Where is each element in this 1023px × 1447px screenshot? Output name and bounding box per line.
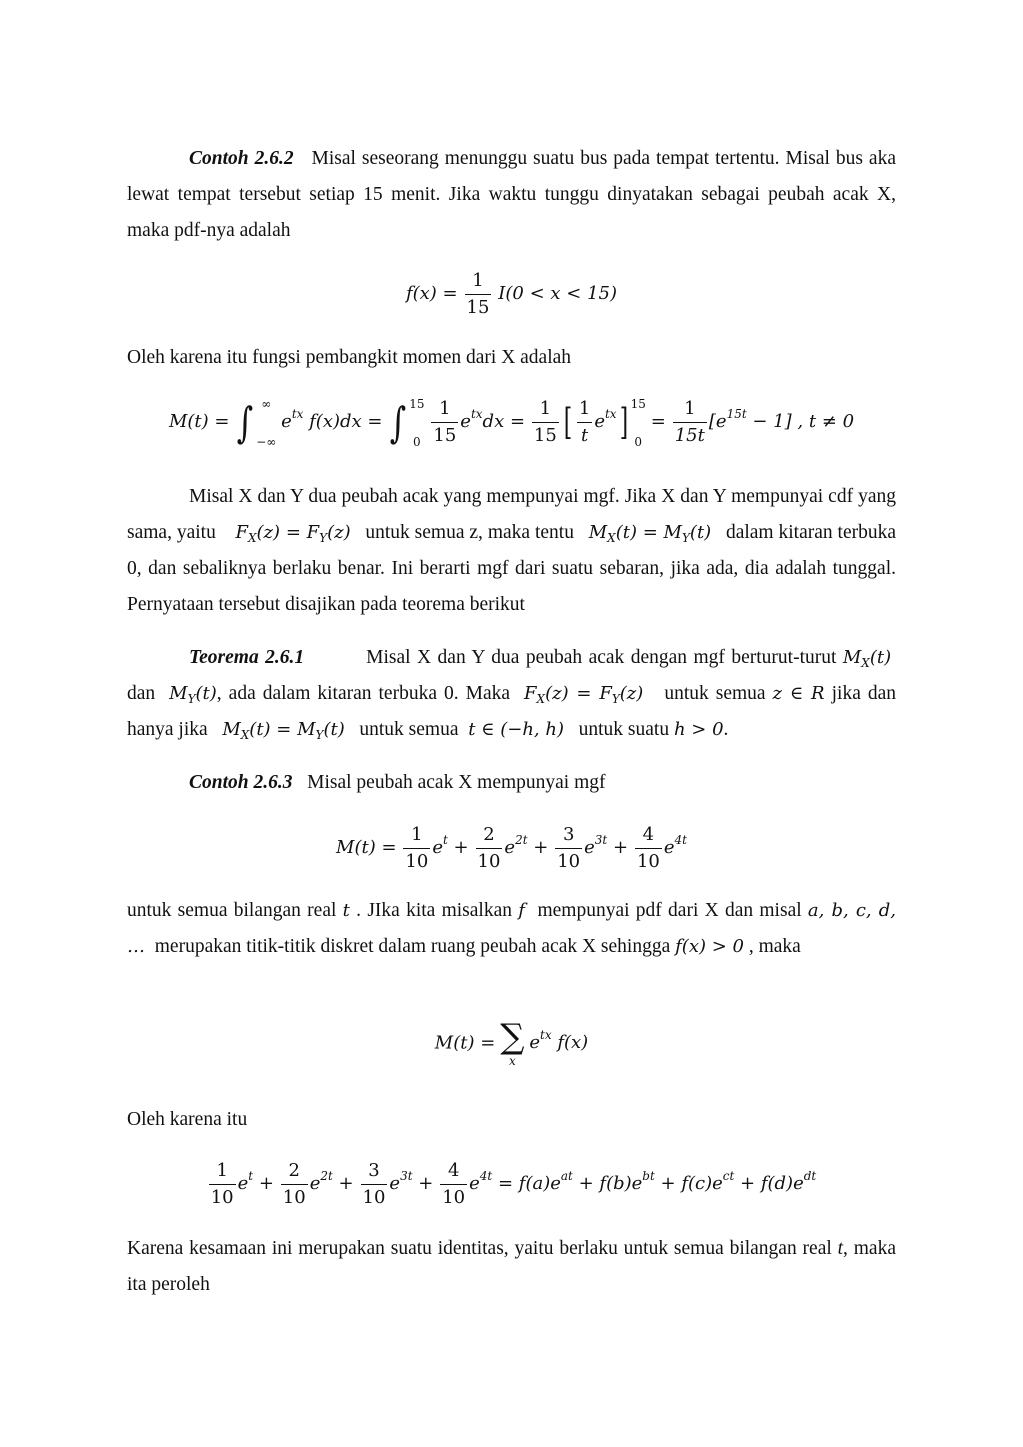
cdf-equal: $F_X(z) = F_Y(z)$ [235,522,351,545]
identity-equation: $\frac{1}{10}$ $e^t$ + $\frac{2}{10}$ $e^{2t}$ + $\frac{3}{10}$ $e^{3t}$ + $\frac{4}{10}$ $e^{4t} = f(a)e^{at} + f(b)e^{bt} + f(c)e^{ct} + f(d)e^{dt}$ [0,1158,1023,1211]
mgf-sum-equation: M(t) = ∑ x $e^{tx}$ f(x) [434,1017,589,1068]
pdf-lhs: f(x) = [405,282,458,304]
uniqueness-paragraph: Misal X dan Y dua peubah acak yang mempunyai mgf. Jika X dan Y mempunyai cdf yang sama, yaitu $F_X(z) = F_Y(z)$ untuk semua z, maka tentu $M_X(t) = M_Y(t)$ dalam kitaran terbuka 0, dan sebaliknya berlaku benar. Ini berarti mgf dari suatu sebaran, jika ada, dia adalah tunggal. Pernyataan tersebut disajikan pada teorema berikut [127,486,897,615]
theorem-2-6-1: Teorema 2.6.1 Misal X dan Y dua peubah acak dengan mgf berturut-turut $M_X(t)$ dan $M_Y(t)$, ada dalam kitaran terbuka 0. Maka $F_X(z) = F_Y(z)$ untuk semua z ∈ R jika dan hanya jika $M_X(t) = M_Y(t)$ untuk semua t ∈ (−h, h) untuk suatu h > 0. [127,647,897,742]
therefore-line: Oleh karena itu [127,1109,248,1130]
pdf-numerator: 1 [472,270,484,291]
mgf-integral-equation: M(t) = ∫ ∞ −∞ $e^{tx}$ f(x)dx = ∫ 15 0 $\frac{1}{15}$ $e^{tx}dx$ = $\frac{1}{15}$ [ $\frac{1}{t}$ $e^{tx}$] 15 0 = $\frac{1}{15t}$ $[e^{15t} - 1]$ , t ≠ 0 [168,396,855,449]
mgf-intro: Oleh karena itu fungsi pembangkit momen dari X adalah [127,347,572,368]
theorem-label: Teorema 2.6.1 [189,647,305,668]
pdf-denominator: 15 [465,294,492,321]
mgf-polynomial-equation: M(t) = $\frac{1}{10}$ $e^t$ + $\frac{2}{10}$ $e^{2t}$ + $\frac{3}{10}$ $e^{3t}$ + $\frac{4}{10}$ $e^{4t}$ [0,822,1023,875]
example-2-6-2-paragraph [127,141,896,249]
example-label-2: Contoh 2.6.3 [189,772,293,793]
mgf-equal: $M_X(t) = M_Y(t)$ [588,522,712,545]
conclusion-paragraph: Karena kesamaan ini merupakan suatu identitas, yaitu berlaku untuk semua bilangan real t, maka ita peroleh [127,1238,896,1295]
example-2-6-3-paragraph: Contoh 2.6.3 Misal peubah acak X mempunyai mgf [189,772,606,793]
pdf-equation [0,268,1023,321]
pdf-rhs: I(0 < x < 15) [498,282,618,304]
example-label: Contoh 2.6.2 [189,148,294,169]
example-text: Misal seseorang menunggu suatu bus pada tempat tertentu. Misal bus aka lewat tempat tersebut setiap 15 menit. Jika waktu tunggu dinyatakan sebagai peubah acak X, maka pdf-nya adalah [127,148,896,241]
pdf-fraction [465,268,492,321]
discrete-points-paragraph: untuk semua bilangan real t . JIka kita misalkan f mempunyai pdf dari X dan misal a, b, c, d, … merupakan titik-titik diskret dalam ruang peubah acak X sehingga f(x) > 0 , maka [127,900,896,957]
